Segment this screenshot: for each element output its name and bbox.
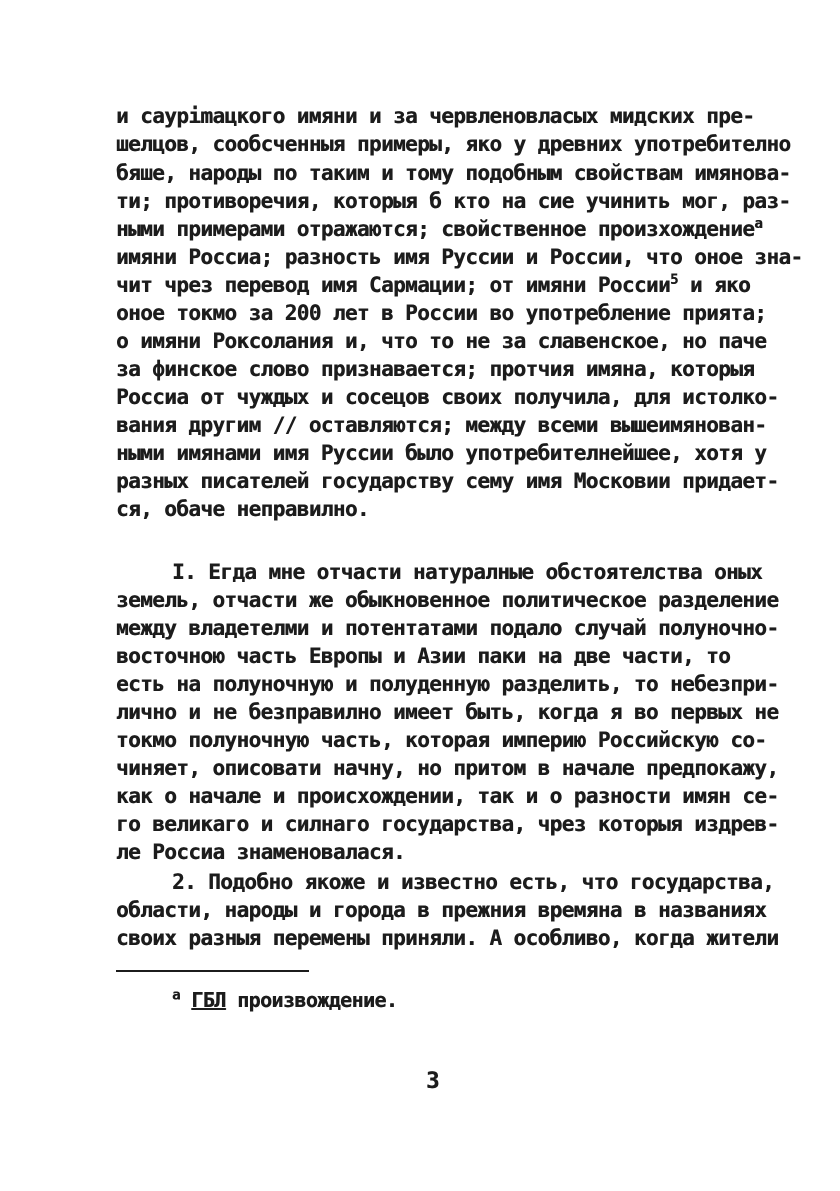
text-line: земель, отчасти же обыкновенное политическое разделение — [116, 588, 779, 612]
footnote-separator — [116, 970, 309, 972]
text-line: восточною часть Европы и Азии паки на две части, то — [116, 644, 731, 668]
text-line: бяше, народы по таким и тому подобным свойствам имянова- — [116, 161, 791, 185]
text-line: шелцов, сообсченныя примеры, яко у древних употребително — [116, 132, 791, 156]
text-line: разных писателей государству сему имя Московии придает- — [116, 469, 779, 493]
page-number: 3 — [426, 1069, 440, 1094]
text-line: имяни Россиа; разность имя Руссии и России, что оное зна- — [116, 245, 803, 269]
text-line: ле Россиа знаменовалася. — [116, 840, 406, 864]
text-line: области, народы и города в прежния времяна в названиях — [116, 898, 767, 922]
text-line: вания другим // оставляются; между всеми вышеимянован- — [116, 413, 767, 437]
footnote-marker: а — [172, 987, 180, 1004]
text-line: между владетелми и потентатами подало случай полуночно- — [116, 616, 779, 640]
text-line-content: чит чрез перевод имя Сармации; от имяни России — [116, 273, 670, 297]
text-line: го великаго и силнаго государства, чрез которыя издрев- — [116, 812, 779, 836]
text-line: и саурimaцкого имяни и за червленовласых мидских пре- — [116, 104, 755, 128]
text-line-tail: и яко — [677, 273, 751, 297]
footnote-abbreviation: ГБЛ — [191, 988, 226, 1012]
text-line: есть на полуночную и полуденную разделить, то небезпри- — [116, 672, 779, 696]
text-line: лично и не безправилно имеет быть, когда я во первых не — [116, 700, 779, 724]
text-line: Россиа от чуждых и сосецов своих получила, для истолко- — [116, 385, 779, 409]
text-line: как о начале и происхождении, так и о разности имян се- — [116, 784, 779, 808]
footnote-text: произвождение. — [225, 988, 398, 1012]
paragraph-2-start: 2. Подобно якоже и известно есть, что государства, — [172, 870, 775, 894]
text-line-content: ными примерами отражаются; свойственное произхождение — [116, 217, 755, 241]
text-line: ными имянами имя Руссии было употребителнейшее, хотя у — [116, 441, 767, 465]
footnote — [172, 984, 397, 1016]
text-line: за финское слово признавается; протчия имяна, которыя — [116, 357, 755, 381]
text-line: ся, обаче неправилно. — [116, 497, 369, 521]
text-line: токмо полуночную часть, которая империю Российскую со- — [116, 728, 767, 752]
text-line: чиняет, описовати начну, но притом в начале предпокажу, — [116, 756, 779, 780]
text-line: оное токмо за 200 лет в России во употребление прията; — [116, 301, 767, 325]
text-line: о имяни Роксолания и, что то не за славенское, но паче — [116, 329, 767, 353]
paragraph-1-start: I. Егда мне отчасти натуралные обстоятелства оных — [172, 560, 763, 584]
text-line: ти; противоречия, которыя б кто на сие учинить мог, раз- — [116, 189, 791, 213]
text-line: своих разныя перемены приняли. А особливо, когда жители — [116, 926, 779, 950]
note-reference: 5 — [669, 272, 678, 288]
footnote-reference: а — [754, 216, 763, 232]
